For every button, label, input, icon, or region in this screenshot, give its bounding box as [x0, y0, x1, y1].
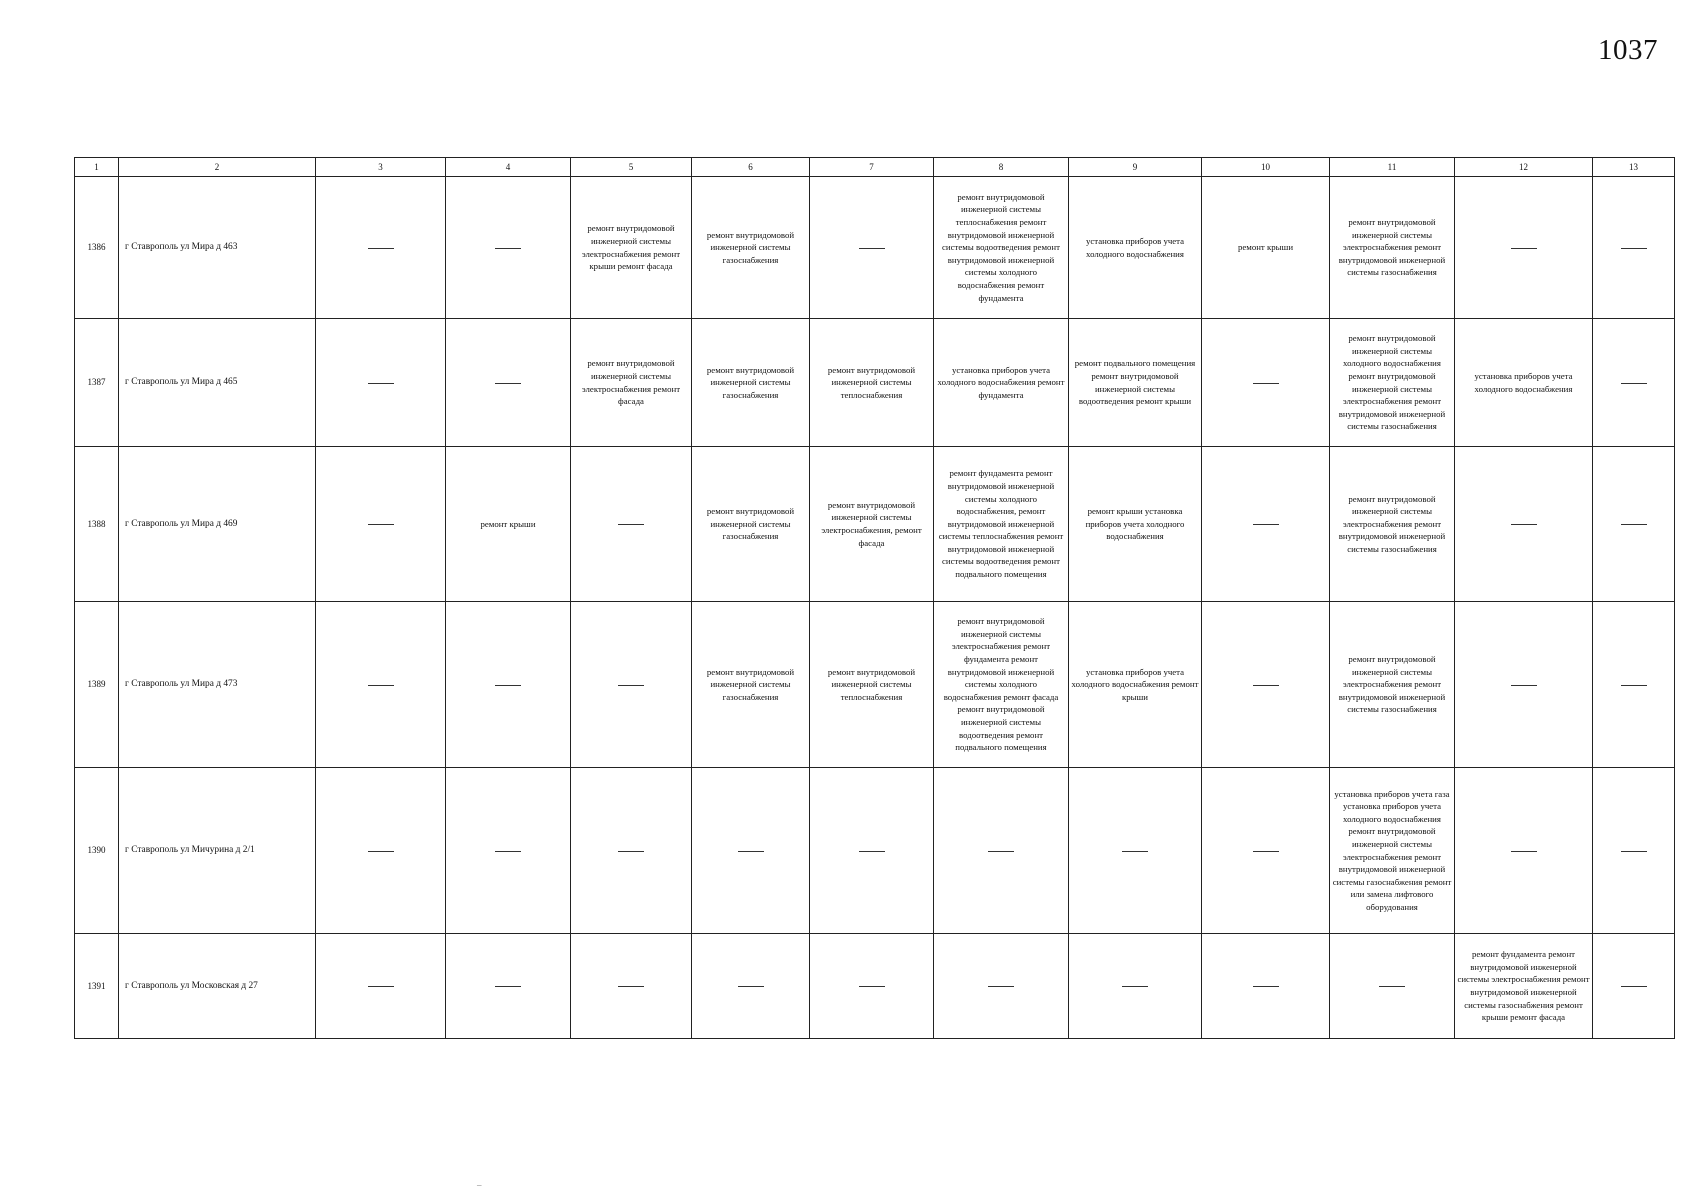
empty-dash — [738, 851, 764, 852]
work-type-cell — [571, 768, 692, 934]
column-number-header: 6 — [692, 158, 810, 177]
work-type-cell — [1202, 447, 1330, 602]
work-type-cell: ремонт внутридомовой инженерной системы теплоснабжения — [810, 602, 934, 768]
work-type-cell: ремонт внутридомовой инженерной системы теплоснабжения — [810, 319, 934, 447]
column-number-header: 11 — [1330, 158, 1455, 177]
work-type-cell — [316, 319, 446, 447]
work-type-cell: ремонт крыши установка приборов учета холодного водоснабжения — [1069, 447, 1202, 602]
work-type-cell: ремонт внутридомовой инженерной системы электроснабжения ремонт внутридомовой инженерной системы газоснабжения — [1330, 177, 1455, 319]
empty-dash — [988, 851, 1014, 852]
empty-dash — [1621, 986, 1647, 987]
address-cell: г Ставрополь ул Московская д 27 — [119, 934, 316, 1039]
empty-dash — [1122, 986, 1148, 987]
table-body — [75, 177, 1675, 1039]
work-type-cell — [1202, 319, 1330, 447]
work-type-cell: установка приборов учета газа установка приборов учета холодного водоснабжения ремонт внутридомовой инженерной системы электроснабжения ремонт внутридомовой инженерной системы газоснабжения ремонт или замена лифтового оборудования — [1330, 768, 1455, 934]
column-number-header: 7 — [810, 158, 934, 177]
work-type-cell: ремонт фундамента ремонт внутридомовой инженерной системы холодного водоснабжения, ремонт внутридомовой инженерной системы теплоснабжения ремонт внутридомовой инженерной системы водоотведения ремонт подвального помещения — [934, 447, 1069, 602]
work-type-cell — [316, 934, 446, 1039]
work-type-cell — [692, 768, 810, 934]
empty-dash — [495, 986, 521, 987]
work-type-cell — [810, 177, 934, 319]
column-number-row — [75, 158, 1675, 177]
empty-dash — [1621, 383, 1647, 384]
work-type-cell — [1069, 768, 1202, 934]
work-type-cell — [446, 319, 571, 447]
repair-register-table — [74, 157, 1675, 1039]
work-type-cell — [571, 447, 692, 602]
empty-dash — [618, 685, 644, 686]
address-cell: г Ставрополь ул Мира д 465 — [119, 319, 316, 447]
work-type-cell — [446, 934, 571, 1039]
work-type-cell: ремонт крыши — [1202, 177, 1330, 319]
empty-dash — [1511, 851, 1537, 852]
work-type-cell — [1593, 602, 1675, 768]
row-number-cell: 1387 — [75, 319, 119, 447]
empty-dash — [859, 986, 885, 987]
work-type-cell — [1455, 602, 1593, 768]
column-number-header: 1 — [75, 158, 119, 177]
column-number-header: 8 — [934, 158, 1069, 177]
work-type-cell — [446, 602, 571, 768]
row-number-cell: 1389 — [75, 602, 119, 768]
column-number-header: 12 — [1455, 158, 1593, 177]
work-type-cell: ремонт внутридомовой инженерной системы газоснабжения — [692, 177, 810, 319]
work-type-cell: ремонт внутридомовой инженерной системы газоснабжения — [692, 602, 810, 768]
empty-dash — [618, 524, 644, 525]
address-cell: г Ставрополь ул Мичурина д 2/1 — [119, 768, 316, 934]
empty-dash — [495, 383, 521, 384]
empty-dash — [368, 986, 394, 987]
empty-dash — [495, 248, 521, 249]
work-type-cell — [1593, 177, 1675, 319]
empty-dash — [1511, 248, 1537, 249]
empty-dash — [1253, 524, 1279, 525]
row-number-cell: 1388 — [75, 447, 119, 602]
empty-dash — [1511, 524, 1537, 525]
work-type-cell — [446, 768, 571, 934]
empty-dash — [1621, 851, 1647, 852]
work-type-cell: ремонт внутридомовой инженерной системы электроснабжения ремонт фасада — [571, 319, 692, 447]
work-type-cell — [1202, 768, 1330, 934]
empty-dash — [1511, 685, 1537, 686]
work-type-cell: ремонт внутридомовой инженерной системы газоснабжения — [692, 447, 810, 602]
row-number-cell: 1391 — [75, 934, 119, 1039]
empty-dash — [618, 851, 644, 852]
work-type-cell: установка приборов учета холодного водоснабжения ремонт крыши — [1069, 602, 1202, 768]
empty-dash — [1122, 851, 1148, 852]
table-row — [75, 768, 1675, 934]
column-number-header: 2 — [119, 158, 316, 177]
work-type-cell — [316, 447, 446, 602]
empty-dash — [368, 685, 394, 686]
address-cell: г Ставрополь ул Мира д 473 — [119, 602, 316, 768]
work-type-cell — [1593, 447, 1675, 602]
empty-dash — [495, 685, 521, 686]
work-type-cell — [934, 934, 1069, 1039]
work-type-cell — [934, 768, 1069, 934]
work-type-cell: ремонт внутридомовой инженерной системы электроснабжения ремонт фундамента ремонт внутридомовой инженерной системы холодного водоснабжения ремонт фасада ремонт внутридомовой инженерной системы водоотведения ремонт подвального помещения — [934, 602, 1069, 768]
table-row — [75, 319, 1675, 447]
empty-dash — [738, 986, 764, 987]
work-type-cell — [1455, 177, 1593, 319]
table-row — [75, 447, 1675, 602]
work-type-cell — [810, 934, 934, 1039]
empty-dash — [368, 524, 394, 525]
empty-dash — [1253, 986, 1279, 987]
work-type-cell: установка приборов учета холодного водоснабжения — [1455, 319, 1593, 447]
work-type-cell: ремонт фундамента ремонт внутридомовой инженерной системы электроснабжения ремонт внутридомовой инженерной системы газоснабжения ремонт крыши ремонт фасада — [1455, 934, 1593, 1039]
work-type-cell: установка приборов учета холодного водоснабжения — [1069, 177, 1202, 319]
address-cell: г Ставрополь ул Мира д 469 — [119, 447, 316, 602]
work-type-cell — [692, 934, 810, 1039]
table-row — [75, 177, 1675, 319]
empty-dash — [859, 851, 885, 852]
work-type-cell: ремонт внутридомовой инженерной системы электроснабжения ремонт внутридомовой инженерной системы газоснабжения — [1330, 447, 1455, 602]
table-row — [75, 934, 1675, 1039]
empty-dash — [1253, 685, 1279, 686]
work-type-cell — [316, 768, 446, 934]
empty-dash — [1621, 685, 1647, 686]
work-type-cell — [571, 602, 692, 768]
work-type-cell — [1069, 934, 1202, 1039]
work-type-cell — [316, 177, 446, 319]
empty-dash — [618, 986, 644, 987]
empty-dash — [368, 851, 394, 852]
table-row — [75, 602, 1675, 768]
work-type-cell — [1202, 934, 1330, 1039]
work-type-cell: ремонт крыши — [446, 447, 571, 602]
empty-dash — [1253, 383, 1279, 384]
empty-dash — [988, 986, 1014, 987]
empty-dash — [495, 851, 521, 852]
work-type-cell: ремонт внутридомовой инженерной системы электроснабжения, ремонт фасада — [810, 447, 934, 602]
work-type-cell — [1455, 768, 1593, 934]
work-type-cell — [1330, 934, 1455, 1039]
work-type-cell: установка приборов учета холодного водоснабжения ремонт фундамента — [934, 319, 1069, 447]
scan-speck: ‒ — [477, 1180, 482, 1190]
work-type-cell: ремонт подвального помещения ремонт внутридомовой инженерной системы водоотведения ремонт крыши — [1069, 319, 1202, 447]
row-number-cell: 1390 — [75, 768, 119, 934]
column-number-header: 5 — [571, 158, 692, 177]
work-type-cell: ремонт внутридомовой инженерной системы газоснабжения — [692, 319, 810, 447]
empty-dash — [1379, 986, 1405, 987]
work-type-cell — [810, 768, 934, 934]
column-number-header: 9 — [1069, 158, 1202, 177]
page-number: 1037 — [1598, 34, 1658, 66]
empty-dash — [1253, 851, 1279, 852]
work-type-cell: ремонт внутридомовой инженерной системы холодного водоснабжения ремонт внутридомовой инженерной системы электроснабжения ремонт внутридомовой инженерной системы газоснабжения — [1330, 319, 1455, 447]
column-number-header: 3 — [316, 158, 446, 177]
empty-dash — [1621, 524, 1647, 525]
column-number-header: 4 — [446, 158, 571, 177]
work-type-cell — [571, 934, 692, 1039]
empty-dash — [368, 383, 394, 384]
empty-dash — [1621, 248, 1647, 249]
column-number-header: 13 — [1593, 158, 1675, 177]
work-type-cell: ремонт внутридомовой инженерной системы электроснабжения ремонт крыши ремонт фасада — [571, 177, 692, 319]
work-type-cell — [1593, 768, 1675, 934]
work-type-cell: ремонт внутридомовой инженерной системы электроснабжения ремонт внутридомовой инженерной системы газоснабжения — [1330, 602, 1455, 768]
row-number-cell: 1386 — [75, 177, 119, 319]
address-cell: г Ставрополь ул Мира д 463 — [119, 177, 316, 319]
work-type-cell — [1455, 447, 1593, 602]
empty-dash — [368, 248, 394, 249]
work-type-cell — [1593, 319, 1675, 447]
work-type-cell — [1202, 602, 1330, 768]
work-type-cell — [446, 177, 571, 319]
empty-dash — [859, 248, 885, 249]
work-type-cell — [1593, 934, 1675, 1039]
work-type-cell: ремонт внутридомовой инженерной системы теплоснабжения ремонт внутридомовой инженерной системы водоотведения ремонт внутридомовой инженерной системы холодного водоснабжения ремонт фундамента — [934, 177, 1069, 319]
column-number-header: 10 — [1202, 158, 1330, 177]
work-type-cell — [316, 602, 446, 768]
